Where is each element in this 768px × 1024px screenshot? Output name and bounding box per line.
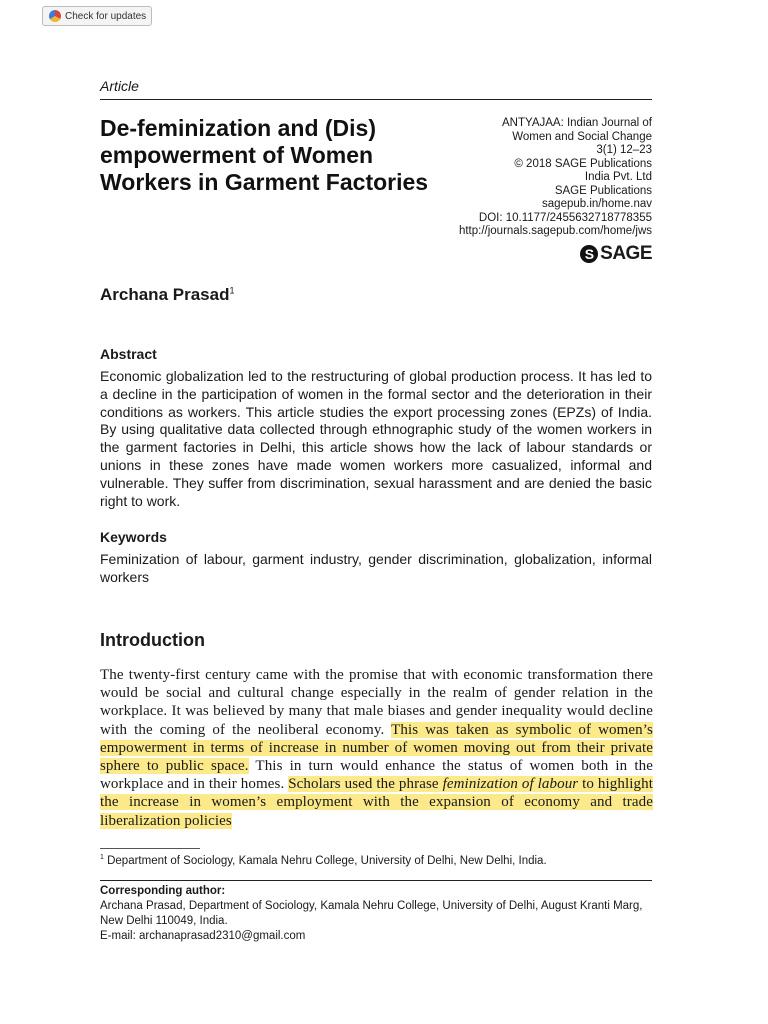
- corresponding-author-label: Corresponding author:: [100, 885, 226, 897]
- article-type-label: Article: [100, 78, 139, 94]
- introduction-heading: Introduction: [100, 630, 205, 650]
- corresponding-author-block: [100, 884, 656, 944]
- corresponding-author-address: Archana Prasad, Department of Sociology, Kamala Nehru College, University of Delhi, August Kranti Marg, New Delhi 110049, India.: [100, 900, 643, 927]
- journal-copyright: © 2018 SAGE Publications: [514, 157, 652, 170]
- author-name-text: Archana Prasad: [100, 285, 230, 304]
- intro-highlight-italic: feminization of labour: [442, 776, 579, 793]
- introduction-paragraph: [100, 666, 653, 830]
- journal-site-link[interactable]: sagepub.in/home.nav: [542, 198, 652, 210]
- keywords-heading: Keywords: [100, 529, 167, 545]
- footnote-rule: [100, 848, 200, 849]
- journal-name-line: ANTYAJAA: Indian Journal of: [502, 117, 652, 129]
- intro-text-1: The twenty-first century came with the promise that with economic transformation there would be social and cultural change especially in the realm of gender relation in the workplace. It was believed by many that male biases and gender inequality would decline with the coming of the neoliberal economy.: [100, 667, 653, 738]
- footnote-marker: 1: [100, 854, 104, 861]
- sage-logo-text: SAGE: [600, 243, 652, 264]
- journal-info: [412, 117, 652, 239]
- journal-doi[interactable]: DOI: 10.1177/2455632718778355: [478, 211, 652, 224]
- footnote: [100, 854, 547, 867]
- journal-issue: 3(1) 12–23: [596, 144, 652, 156]
- keywords-text: Feminization of labour, garment industry, gender discrimination, globalization, informal workers: [100, 551, 652, 585]
- sage-logo: [580, 243, 652, 265]
- intro-highlight-3: to highlight the increase in women’s employment with the expansion of economy and trade liberalization policies: [100, 776, 653, 829]
- intro-highlight-2: Scholars used the phrase: [288, 776, 443, 793]
- intro-highlight-1: This was taken as symbolic of women’s empowerment in terms of increase in number of women moving out from their private sphere to public space.: [100, 721, 653, 775]
- crossmark-icon: [49, 10, 61, 22]
- abstract-text: Economic globalization led to the restructuring of global production process. It has led to a decline in the participation of women in the formal sector and the deterioration in their conditions as workers. This article studies the export processing zones (EPZs) of India. By using qualitative data collected through ethnographic study of the women workers in the garment factories in Delhi, this article shows how the lack of labour standards or unions in these zones have made women workers more casualized, informal and vulnerable. They suffer from discrimination, sexual harassment and are denied the basic right to work.: [100, 368, 652, 509]
- author-footnote-marker: 1: [229, 285, 235, 296]
- corresponding-author-email[interactable]: E-mail: archanaprasad2310@gmail.com: [100, 930, 306, 942]
- journal-subtitle-line: Women and Social Change: [512, 130, 652, 143]
- sage-logo-icon: S: [580, 245, 598, 263]
- check-for-updates-label: Check for updates: [65, 10, 147, 22]
- check-for-updates-button[interactable]: [42, 6, 152, 26]
- corresponding-rule: [100, 880, 652, 881]
- author-name: [100, 285, 234, 305]
- footnote-text: Department of Sociology, Kamala Nehru College, University of Delhi, New Delhi, India.: [107, 854, 547, 867]
- intro-text-2: This in turn would enhance the status of women both in the workplace and in their homes.: [100, 758, 653, 793]
- abstract-heading: Abstract: [100, 346, 157, 362]
- journal-url-link[interactable]: http://journals.sagepub.com/home/jws: [458, 225, 652, 237]
- journal-publisher-line: India Pvt. Ltd: [584, 171, 652, 183]
- header-rule: [100, 99, 652, 100]
- article-title: De-feminization and (Dis) empowerment of Women Workers in Garment Factories: [100, 115, 429, 195]
- journal-publisher: SAGE Publications: [554, 184, 652, 197]
